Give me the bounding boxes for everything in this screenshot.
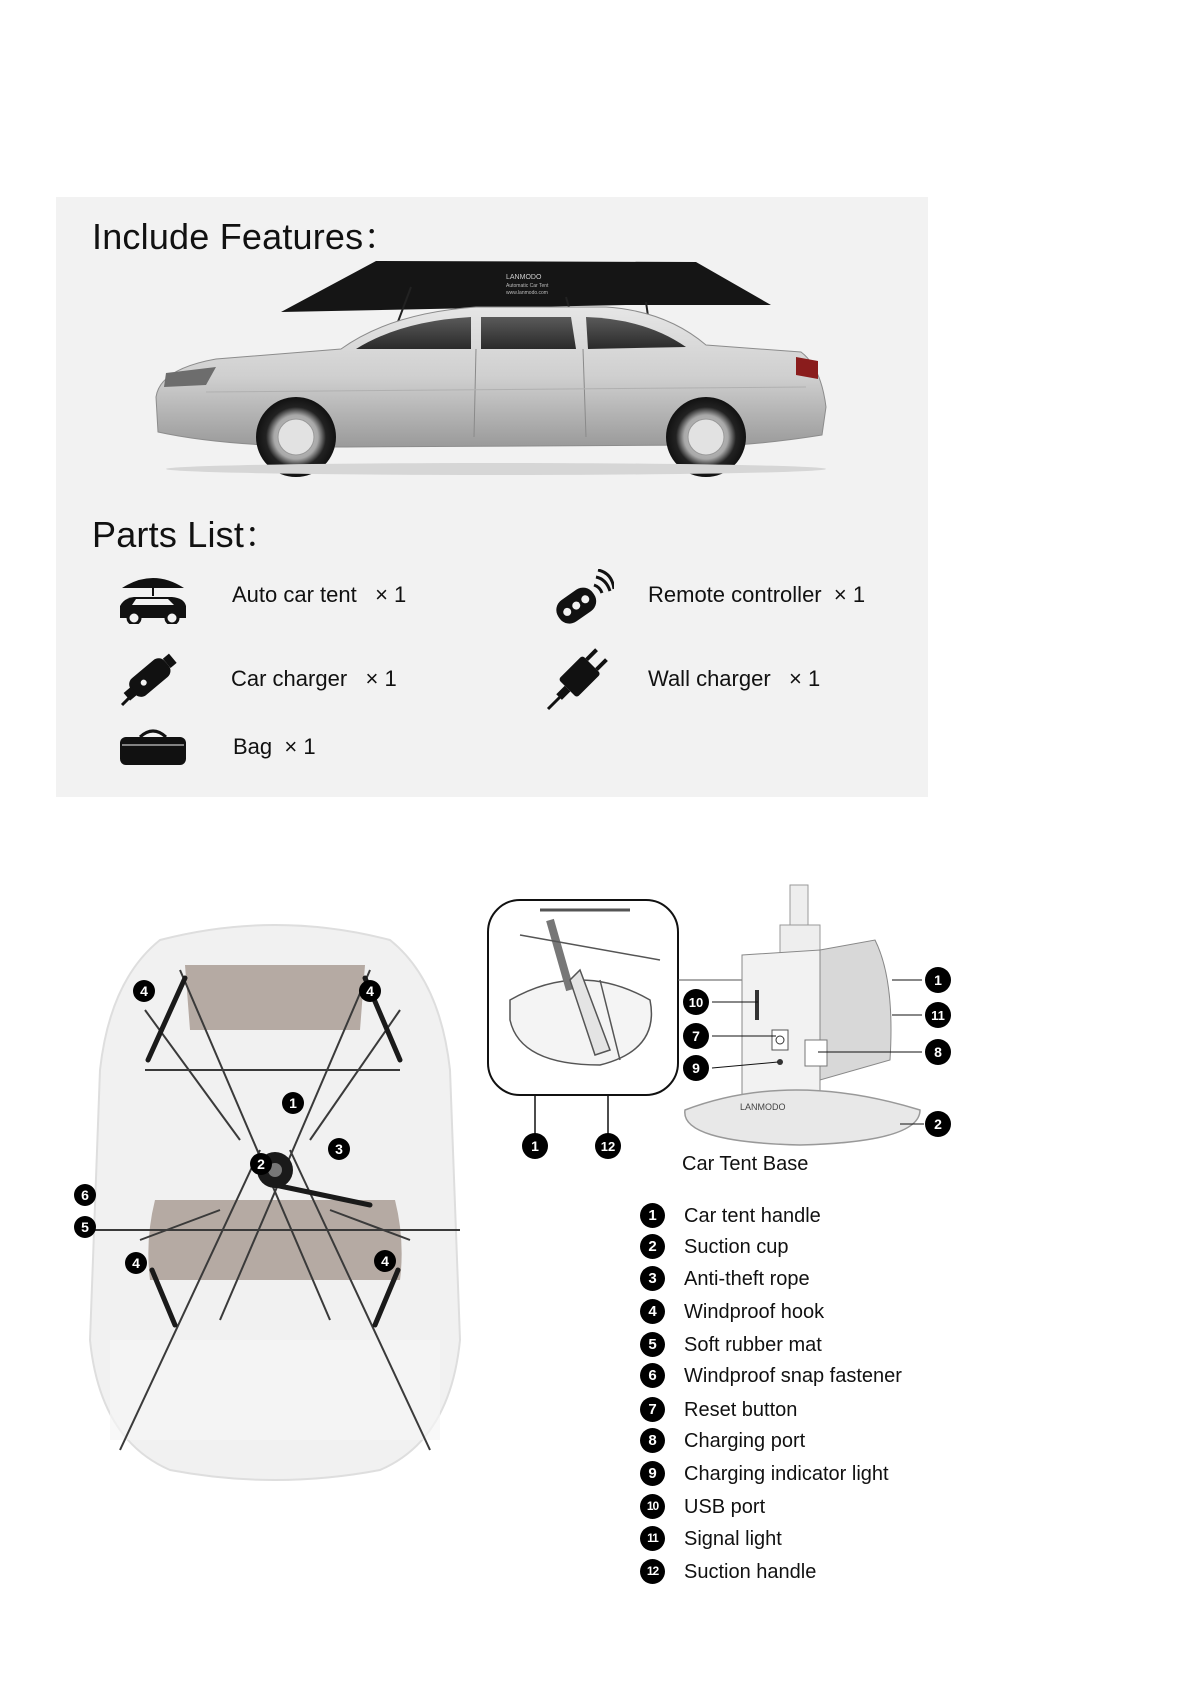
svg-text:1: 1 [289,1095,297,1111]
callout-4-top-right [359,980,381,1002]
svg-text:2: 2 [257,1156,265,1172]
legend-number: 3 [640,1266,665,1291]
svg-text:4: 4 [132,1255,140,1271]
svg-text:5: 5 [81,1219,89,1235]
canopy-tagline: Automatic Car Tent [506,283,549,289]
callout-5-top [74,1216,96,1238]
features-panel [56,197,928,797]
callout-1-top [282,1092,304,1114]
svg-text:4: 4 [381,1253,389,1269]
svg-text:6: 6 [81,1187,89,1203]
part-item-remote-controller [648,582,865,608]
callout-3-top [328,1138,350,1160]
legend-label: Windproof snap fastener [684,1365,902,1387]
legend-number: 4 [640,1299,665,1324]
legend-label: Charging port [684,1430,806,1452]
svg-text:1: 1 [531,1138,539,1154]
callout-2-base [925,1111,951,1137]
callout-8-base [925,1039,951,1065]
callout-4-bottom-left [125,1252,147,1274]
part-item-auto-car-tent [232,582,406,608]
part-qty: × 1 [365,666,397,691]
callout-2-top [250,1153,272,1175]
svg-text:9: 9 [692,1060,700,1076]
svg-text:12: 12 [600,1139,616,1154]
base-brand: LANMODO [740,1102,786,1112]
legend-number: 11 [640,1526,665,1551]
part-qty: × 1 [789,666,821,691]
bag-icon [118,727,188,767]
part-item-bag [233,734,316,760]
part-item-car-charger [231,666,397,692]
legend-number: 12 [640,1559,665,1584]
legend-label: Suction cup [684,1236,789,1258]
remote-controller-icon [548,569,614,629]
legend-number: 9 [640,1461,665,1486]
callout-4-top-left [133,980,155,1002]
legend-label: Car tent handle [684,1205,821,1227]
legend-number: 5 [640,1332,665,1357]
legend-label: Suction handle [684,1561,817,1583]
canopy-brand: LANMODO [506,274,542,281]
callout-12-inset [595,1133,621,1159]
legend-label: Windproof hook [684,1301,825,1323]
callout-6-top [74,1184,96,1206]
part-label: Car charger [231,666,348,691]
legend-number: 1 [640,1203,665,1228]
svg-text:4: 4 [140,983,148,999]
car-charger-icon [118,645,186,707]
base-caption: Car Tent Base [682,1153,809,1175]
svg-text:1: 1 [934,972,942,988]
part-qty: × 1 [375,582,407,607]
callout-10-base [683,989,709,1015]
car-tent-base-diagram [480,880,960,1160]
callout-1-inset [522,1133,548,1159]
callout-4-bottom-right [374,1250,396,1272]
legend-label: Anti-theft rope [684,1268,810,1290]
svg-text:2: 2 [934,1116,942,1132]
legend-number: 8 [640,1428,665,1453]
car-tent-icon [116,572,190,624]
svg-text:4: 4 [366,983,374,999]
canopy-url: www.lanmodo.com [506,290,548,296]
part-label: Bag [233,734,273,759]
callout-11-base [925,1002,951,1028]
part-label: Remote controller [648,582,822,607]
parts-heading: Parts List： [92,514,281,555]
svg-text:11: 11 [931,1008,945,1023]
svg-text:10: 10 [688,995,704,1010]
callout-7-base [683,1023,709,1049]
part-qty: × 1 [833,582,866,607]
wall-charger-icon [546,645,616,711]
legend-label: USB port [684,1496,766,1518]
legend-label: Reset button [684,1399,798,1421]
part-qty: × 1 [284,734,316,759]
legend-number: 10 [640,1494,665,1519]
svg-text:8: 8 [934,1044,942,1060]
legend-number: 6 [640,1363,665,1388]
legend-label: Soft rubber mat [684,1334,822,1356]
svg-text:3: 3 [335,1141,343,1157]
part-item-wall-charger [648,666,820,692]
svg-text:7: 7 [692,1028,700,1044]
part-label: Auto car tent [232,582,357,607]
legend-label: Signal light [684,1528,782,1550]
legend-number: 2 [640,1234,665,1259]
callout-9-base [683,1055,709,1081]
legend-label: Charging indicator light [684,1463,889,1485]
car-top-view-diagram [60,920,490,1490]
features-heading: Include Features： [92,216,400,257]
car-with-tent-illustration [146,257,846,477]
legend-number: 7 [640,1397,665,1422]
callout-1-base [925,967,951,993]
part-label: Wall charger [648,666,771,691]
